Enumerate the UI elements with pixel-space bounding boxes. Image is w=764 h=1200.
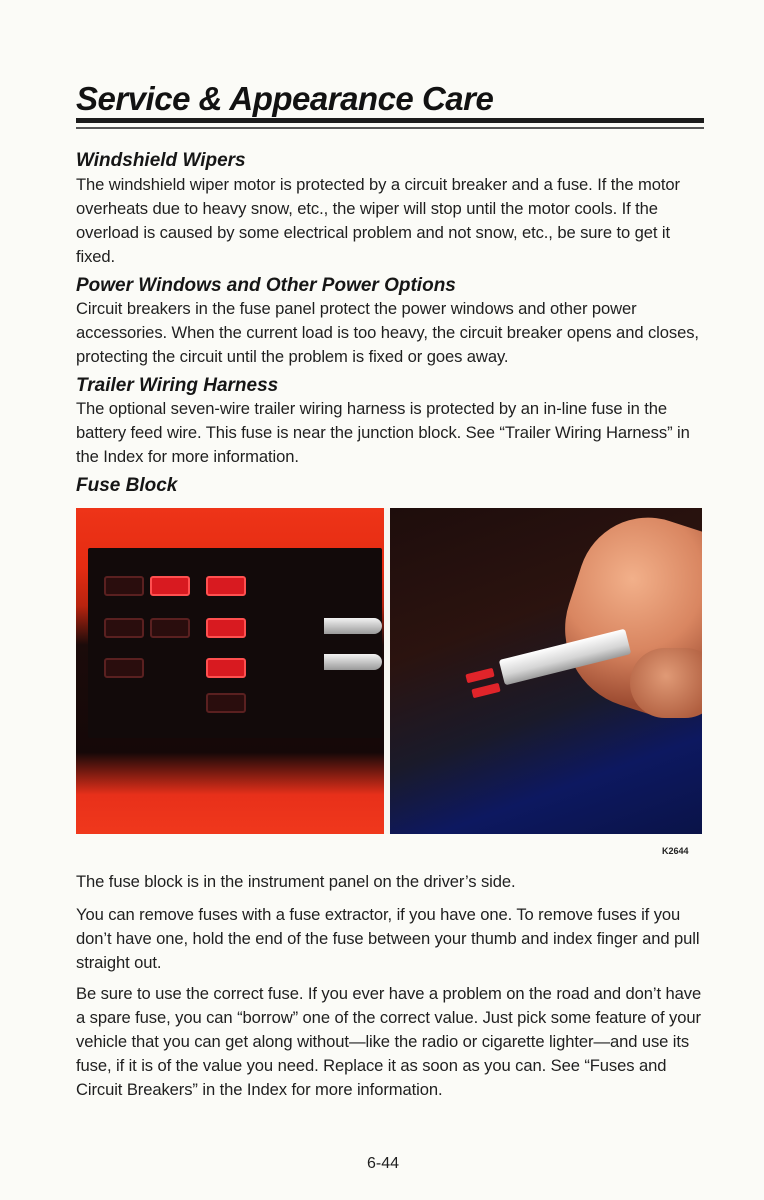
heading-windshield-wipers: Windshield Wipers bbox=[76, 150, 246, 171]
paragraph-fuse-borrow: Be sure to use the correct fuse. If you ever have a problem on the road and don’t have a spare fuse, you can “borrow” one of the correct value. Just pick some feature of your vehicle that you can get along without—like the radio or cigarette lighter—and use its fuse, if it is of the value you need. Replace it as soon as you can. See “Fuses and Circuit Breakers” in the Index for more information. bbox=[76, 984, 702, 1099]
fuse bbox=[471, 683, 500, 699]
fuse bbox=[150, 576, 190, 596]
heading-fuse-block: Fuse Block bbox=[76, 475, 178, 496]
fuse bbox=[206, 576, 246, 596]
fuse bbox=[150, 618, 190, 638]
circuit-breaker bbox=[324, 654, 382, 670]
fuse bbox=[206, 618, 246, 638]
heading-power-windows: Power Windows and Other Power Options bbox=[76, 275, 456, 296]
paragraph-fuse-location: The fuse block is in the instrument panel on the driver’s side. bbox=[76, 872, 516, 891]
circuit-breaker bbox=[324, 618, 382, 634]
fuse-extractor-photo bbox=[390, 508, 702, 834]
fuse bbox=[206, 693, 246, 713]
paragraph-trailer-wiring: The optional seven-wire trailer wiring harness is protected by an in-line fuse in the battery feed wire. This fuse is near the junction block. See “Trailer Wiring Harness” in the Index for more information. bbox=[76, 399, 690, 466]
paragraph-windshield-wipers: The windshield wiper motor is protected by a circuit breaker and a fuse. If the motor overheats due to heavy snow, etc., the wiper will stop until the motor cools. If the overload is caused by some electrical problem and not snow, etc., be sure to get it fixed. bbox=[76, 175, 680, 266]
fuse-block-photo bbox=[76, 508, 702, 834]
title-rule bbox=[76, 118, 704, 123]
fuse bbox=[206, 658, 246, 678]
figure-code: K2644 bbox=[662, 846, 689, 856]
page-title: Service & Appearance Care bbox=[76, 80, 494, 117]
fuse-panel-photo bbox=[76, 508, 384, 834]
fuse bbox=[104, 658, 144, 678]
paragraph-power-windows: Circuit breakers in the fuse panel protect the power windows and other power accessories. When the current load is too heavy, the circuit breaker opens and closes, protecting the circuit until the problem is fixed or goes away. bbox=[76, 299, 699, 366]
paragraph-fuse-removal: You can remove fuses with a fuse extractor, if you have one. To remove fuses if you don’t have one, hold the end of the fuse between your thumb and index finger and pull straight out. bbox=[76, 905, 700, 972]
fuse-panel bbox=[88, 548, 382, 738]
page-number: 6-44 bbox=[367, 1155, 400, 1172]
heading-trailer-wiring: Trailer Wiring Harness bbox=[76, 375, 279, 396]
fuse bbox=[104, 618, 144, 638]
fuse bbox=[104, 576, 144, 596]
fuse bbox=[465, 668, 494, 684]
finger-image bbox=[630, 648, 702, 718]
title-rule-thin bbox=[76, 127, 704, 129]
